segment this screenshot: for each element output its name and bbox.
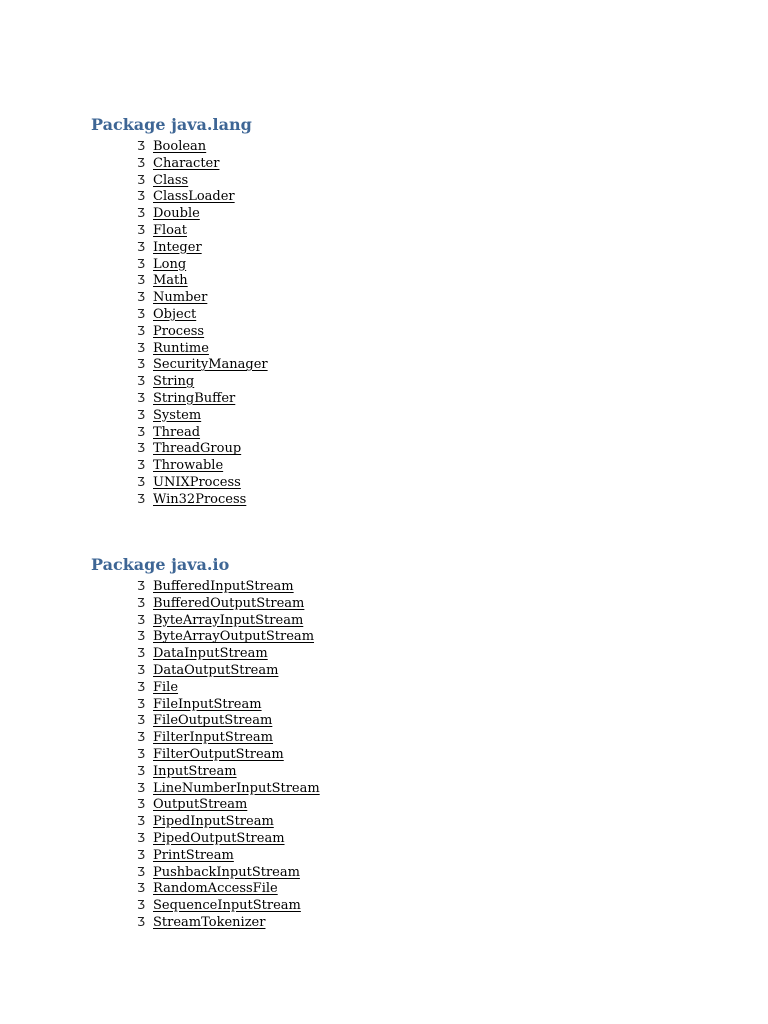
class-link[interactable]: Character bbox=[153, 155, 220, 171]
list-item bbox=[137, 474, 268, 491]
class-link[interactable]: FilterInputStream bbox=[153, 730, 274, 746]
class-link[interactable]: File bbox=[153, 679, 179, 695]
list-item bbox=[137, 323, 268, 340]
package-section-java-lang bbox=[91, 114, 268, 508]
bullet-icon: Ӡ bbox=[137, 273, 145, 288]
list-item bbox=[137, 595, 320, 612]
bullet-icon: Ӡ bbox=[137, 646, 145, 661]
list-item bbox=[137, 729, 320, 746]
list-item bbox=[137, 188, 268, 205]
package-heading: Package java.lang bbox=[91, 115, 252, 134]
class-link[interactable]: PushbackInputStream bbox=[153, 864, 300, 880]
list-item bbox=[137, 914, 320, 931]
class-list bbox=[91, 138, 268, 508]
bullet-icon: Ӡ bbox=[137, 256, 145, 271]
class-link[interactable]: RandomAccessFile bbox=[153, 881, 278, 897]
list-item bbox=[137, 746, 320, 763]
list-item bbox=[137, 222, 268, 239]
class-link[interactable]: InputStream bbox=[153, 763, 237, 779]
bullet-icon: Ӡ bbox=[137, 323, 145, 338]
class-link[interactable]: Object bbox=[153, 306, 197, 322]
list-item bbox=[137, 256, 268, 273]
class-link[interactable]: DataOutputStream bbox=[153, 662, 279, 678]
class-link[interactable]: Process bbox=[153, 323, 205, 339]
bullet-icon: Ӡ bbox=[137, 172, 145, 187]
class-link[interactable]: BufferedOutputStream bbox=[153, 595, 305, 611]
bullet-icon: Ӡ bbox=[137, 155, 145, 170]
bullet-icon: Ӡ bbox=[137, 491, 145, 506]
list-item bbox=[137, 645, 320, 662]
bullet-icon: Ӡ bbox=[137, 357, 145, 372]
bullet-icon: Ӡ bbox=[137, 595, 145, 610]
class-link[interactable]: Number bbox=[153, 290, 208, 306]
class-link[interactable]: Thread bbox=[153, 424, 201, 440]
class-link[interactable]: ByteArrayOutputStream bbox=[153, 629, 315, 645]
class-link[interactable]: UNIXProcess bbox=[153, 474, 241, 490]
list-item bbox=[137, 679, 320, 696]
list-item bbox=[137, 172, 268, 189]
bullet-icon: Ӡ bbox=[137, 189, 145, 204]
class-link[interactable]: LineNumberInputStream bbox=[153, 780, 320, 796]
class-link[interactable]: FilterOutputStream bbox=[153, 746, 284, 762]
bullet-icon: Ӡ bbox=[137, 474, 145, 489]
bullet-icon: Ӡ bbox=[137, 441, 145, 456]
list-item bbox=[137, 880, 320, 897]
class-link[interactable]: Runtime bbox=[153, 340, 209, 356]
class-link[interactable]: Boolean bbox=[153, 139, 207, 154]
list-item bbox=[137, 205, 268, 222]
class-link[interactable]: Long bbox=[153, 256, 187, 272]
class-link[interactable]: StringBuffer bbox=[153, 390, 236, 406]
list-item bbox=[137, 864, 320, 881]
list-item bbox=[137, 306, 268, 323]
list-item bbox=[137, 628, 320, 645]
package-section-java-io bbox=[91, 554, 320, 931]
list-item bbox=[137, 780, 320, 797]
class-link[interactable]: Win32Process bbox=[153, 491, 247, 507]
list-item bbox=[137, 578, 320, 595]
bullet-icon: Ӡ bbox=[137, 239, 145, 254]
class-link[interactable]: OutputStream bbox=[153, 797, 248, 813]
class-link[interactable]: String bbox=[153, 374, 195, 390]
class-link[interactable]: BufferedInputStream bbox=[153, 579, 294, 594]
bullet-icon: Ӡ bbox=[137, 679, 145, 694]
list-item bbox=[137, 340, 268, 357]
bullet-icon: Ӡ bbox=[137, 797, 145, 812]
class-link[interactable]: StreamTokenizer bbox=[153, 914, 266, 930]
bullet-icon: Ӡ bbox=[137, 340, 145, 355]
bullet-icon: Ӡ bbox=[137, 629, 145, 644]
class-link[interactable]: FileInputStream bbox=[153, 696, 262, 712]
list-item bbox=[137, 763, 320, 780]
class-link[interactable]: System bbox=[153, 407, 202, 423]
bullet-icon: Ӡ bbox=[137, 306, 145, 321]
class-link[interactable]: DataInputStream bbox=[153, 646, 268, 662]
list-item bbox=[137, 491, 268, 508]
list-item bbox=[137, 289, 268, 306]
bullet-icon: Ӡ bbox=[137, 407, 145, 422]
list-item bbox=[137, 612, 320, 629]
bullet-icon: Ӡ bbox=[137, 780, 145, 795]
class-link[interactable]: ClassLoader bbox=[153, 189, 235, 205]
class-link[interactable]: Throwable bbox=[153, 458, 224, 474]
bullet-icon: Ӡ bbox=[137, 864, 145, 879]
list-item bbox=[137, 407, 268, 424]
list-item bbox=[137, 712, 320, 729]
list-item bbox=[137, 897, 320, 914]
class-link[interactable]: SequenceInputStream bbox=[153, 898, 301, 914]
bullet-icon: Ӡ bbox=[137, 830, 145, 845]
list-item bbox=[137, 424, 268, 441]
bullet-icon: Ӡ bbox=[137, 662, 145, 677]
bullet-icon: Ӡ bbox=[137, 763, 145, 778]
list-item bbox=[137, 272, 268, 289]
class-link[interactable]: ThreadGroup bbox=[153, 441, 242, 457]
package-heading: Package java.io bbox=[91, 555, 230, 574]
list-item bbox=[137, 830, 320, 847]
bullet-icon: Ӡ bbox=[137, 713, 145, 728]
class-link[interactable]: Math bbox=[153, 273, 188, 289]
bullet-icon: Ӡ bbox=[137, 847, 145, 862]
bullet-icon: Ӡ bbox=[137, 898, 145, 913]
class-link[interactable]: FileOutputStream bbox=[153, 713, 273, 729]
bullet-icon: Ӡ bbox=[137, 222, 145, 237]
list-item bbox=[137, 440, 268, 457]
class-link[interactable]: Class bbox=[153, 172, 189, 188]
list-item bbox=[137, 796, 320, 813]
bullet-icon: Ӡ bbox=[137, 139, 145, 153]
list-item bbox=[137, 239, 268, 256]
bullet-icon: Ӡ bbox=[137, 290, 145, 305]
class-link[interactable]: SecurityManager bbox=[153, 357, 268, 373]
list-item bbox=[137, 662, 320, 679]
bullet-icon: Ӡ bbox=[137, 374, 145, 389]
bullet-icon: Ӡ bbox=[137, 696, 145, 711]
bullet-icon: Ӡ bbox=[137, 881, 145, 896]
bullet-icon: Ӡ bbox=[137, 914, 145, 929]
list-item bbox=[137, 457, 268, 474]
list-item bbox=[137, 373, 268, 390]
class-link[interactable]: Double bbox=[153, 206, 200, 222]
class-link[interactable]: PipedOutputStream bbox=[153, 830, 285, 846]
list-item bbox=[137, 138, 268, 155]
class-link[interactable]: ByteArrayInputStream bbox=[153, 612, 304, 628]
bullet-icon: Ӡ bbox=[137, 390, 145, 405]
class-list bbox=[91, 578, 320, 931]
list-item bbox=[137, 813, 320, 830]
bullet-icon: Ӡ bbox=[137, 814, 145, 829]
list-item bbox=[137, 696, 320, 713]
list-item bbox=[137, 356, 268, 373]
bullet-icon: Ӡ bbox=[137, 206, 145, 221]
class-link[interactable]: PipedInputStream bbox=[153, 814, 274, 830]
list-item bbox=[137, 155, 268, 172]
bullet-icon: Ӡ bbox=[137, 746, 145, 761]
class-link[interactable]: Float bbox=[153, 222, 187, 238]
list-item bbox=[137, 847, 320, 864]
bullet-icon: Ӡ bbox=[137, 458, 145, 473]
class-link[interactable]: Integer bbox=[153, 239, 202, 255]
bullet-icon: Ӡ bbox=[137, 424, 145, 439]
class-link[interactable]: PrintStream bbox=[153, 847, 234, 863]
list-item bbox=[137, 390, 268, 407]
bullet-icon: Ӡ bbox=[137, 579, 145, 593]
bullet-icon: Ӡ bbox=[137, 730, 145, 745]
bullet-icon: Ӡ bbox=[137, 612, 145, 627]
